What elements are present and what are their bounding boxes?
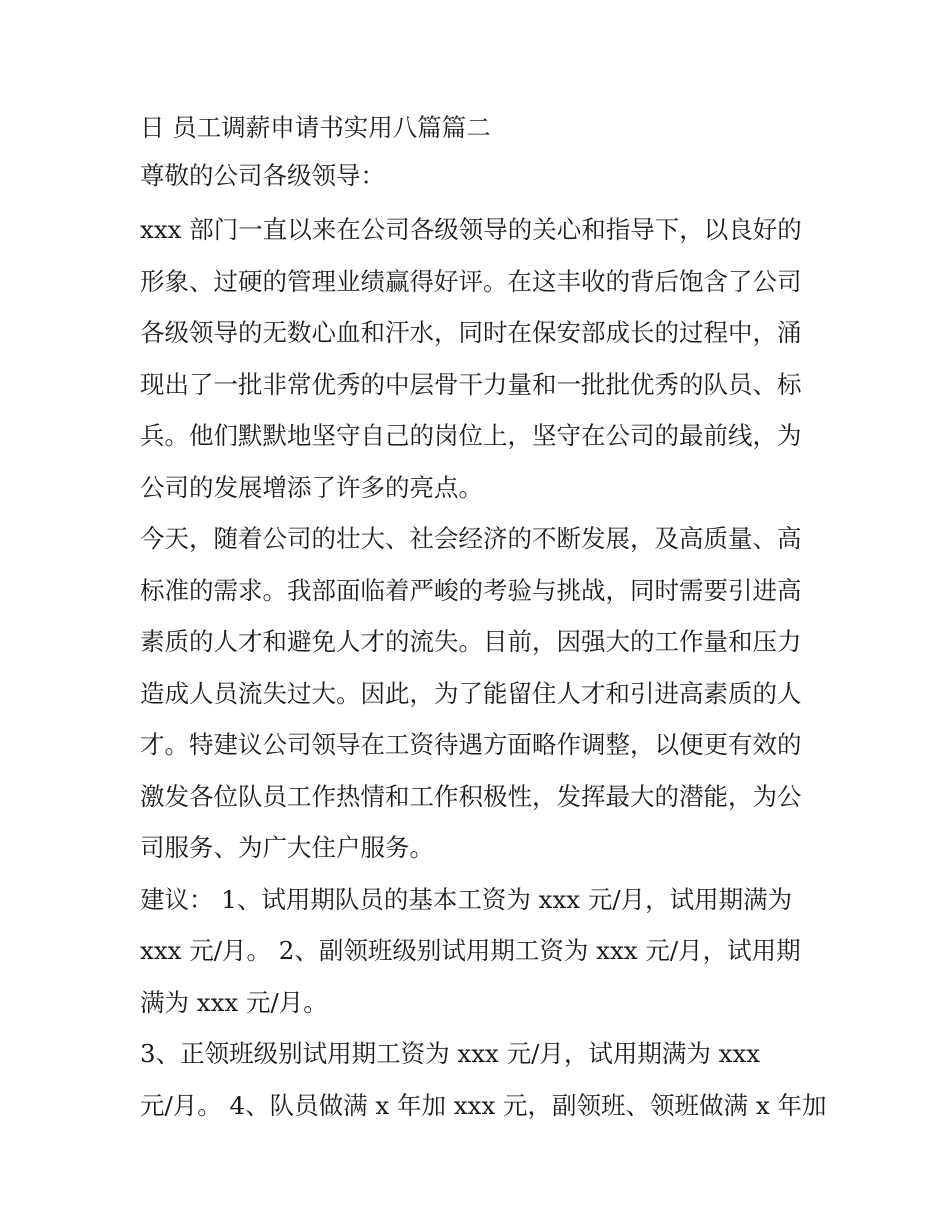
- text-line: 公司的发展增添了许多的亮点。: [140, 472, 483, 502]
- text-line: 今天，随着公司的壮大、社会经济的不断发展，及高质量、高: [140, 524, 802, 553]
- text-line: xxx 部门一直以来在公司各级领导的关心和指导下，以良好的: [140, 215, 802, 244]
- salutation: 尊敬的公司各级领导：: [140, 161, 385, 190]
- text-line: 才。特建议公司领导在工资待遇方面略作调整，以便更有效的: [140, 730, 802, 759]
- text-line: 现出了一批非常优秀的中层骨干力量和一批批优秀的队员、标: [140, 369, 802, 399]
- text-line: 兵。他们默默地坚守自己的岗位上，坚守在公司的最前线，为: [140, 421, 802, 450]
- paragraph-intro: [140, 204, 820, 513]
- text-line: xxx 元/月。 2、副领班级别试用期工资为 xxx 元/月，试用期: [140, 936, 801, 965]
- paragraph-proposal-continued: [140, 1028, 827, 1131]
- paragraph-proposal: [140, 874, 820, 1029]
- text-line: 建议： 1、试用期队员的基本工资为 xxx 元/月，试用期满为: [140, 884, 793, 914]
- text-line: 3、正领班级别试用期工资为 xxx 元/月，试用期满为 xxx: [140, 1039, 761, 1068]
- text-line: 形象、过硬的管理业绩赢得好评。在这丰收的背后饱含了公司: [140, 266, 802, 296]
- text-line: 标准的需求。我部面临着严峻的考验与挑战，同时需要引进高: [140, 575, 802, 605]
- paragraph-context: [140, 513, 820, 874]
- text-line: 司服务、为广大住户服务。: [140, 833, 434, 862]
- text-line: 激发各位队员工作热情和工作积极性，发挥最大的潜能，为公: [140, 781, 802, 811]
- text-line: 造成人员流失过大。因此，为了能留住人才和引进高素质的人: [140, 678, 802, 708]
- text-line: 元/月。 4、队员做满 x 年加 xxx 元，副领班、领班做满 x 年加: [140, 1090, 827, 1120]
- text-line: 满为 xxx 元/月。: [140, 987, 328, 1017]
- text-line: 各级领导的无数心血和汗水，同时在保安部成长的过程中，涌: [140, 318, 802, 347]
- text-line: 素质的人才和避免人才的流失。目前，因强大的工作量和压力: [140, 627, 802, 656]
- document-heading: 日 员工调薪申请书实用八篇篇二: [140, 113, 491, 142]
- document-body: [140, 106, 827, 1131]
